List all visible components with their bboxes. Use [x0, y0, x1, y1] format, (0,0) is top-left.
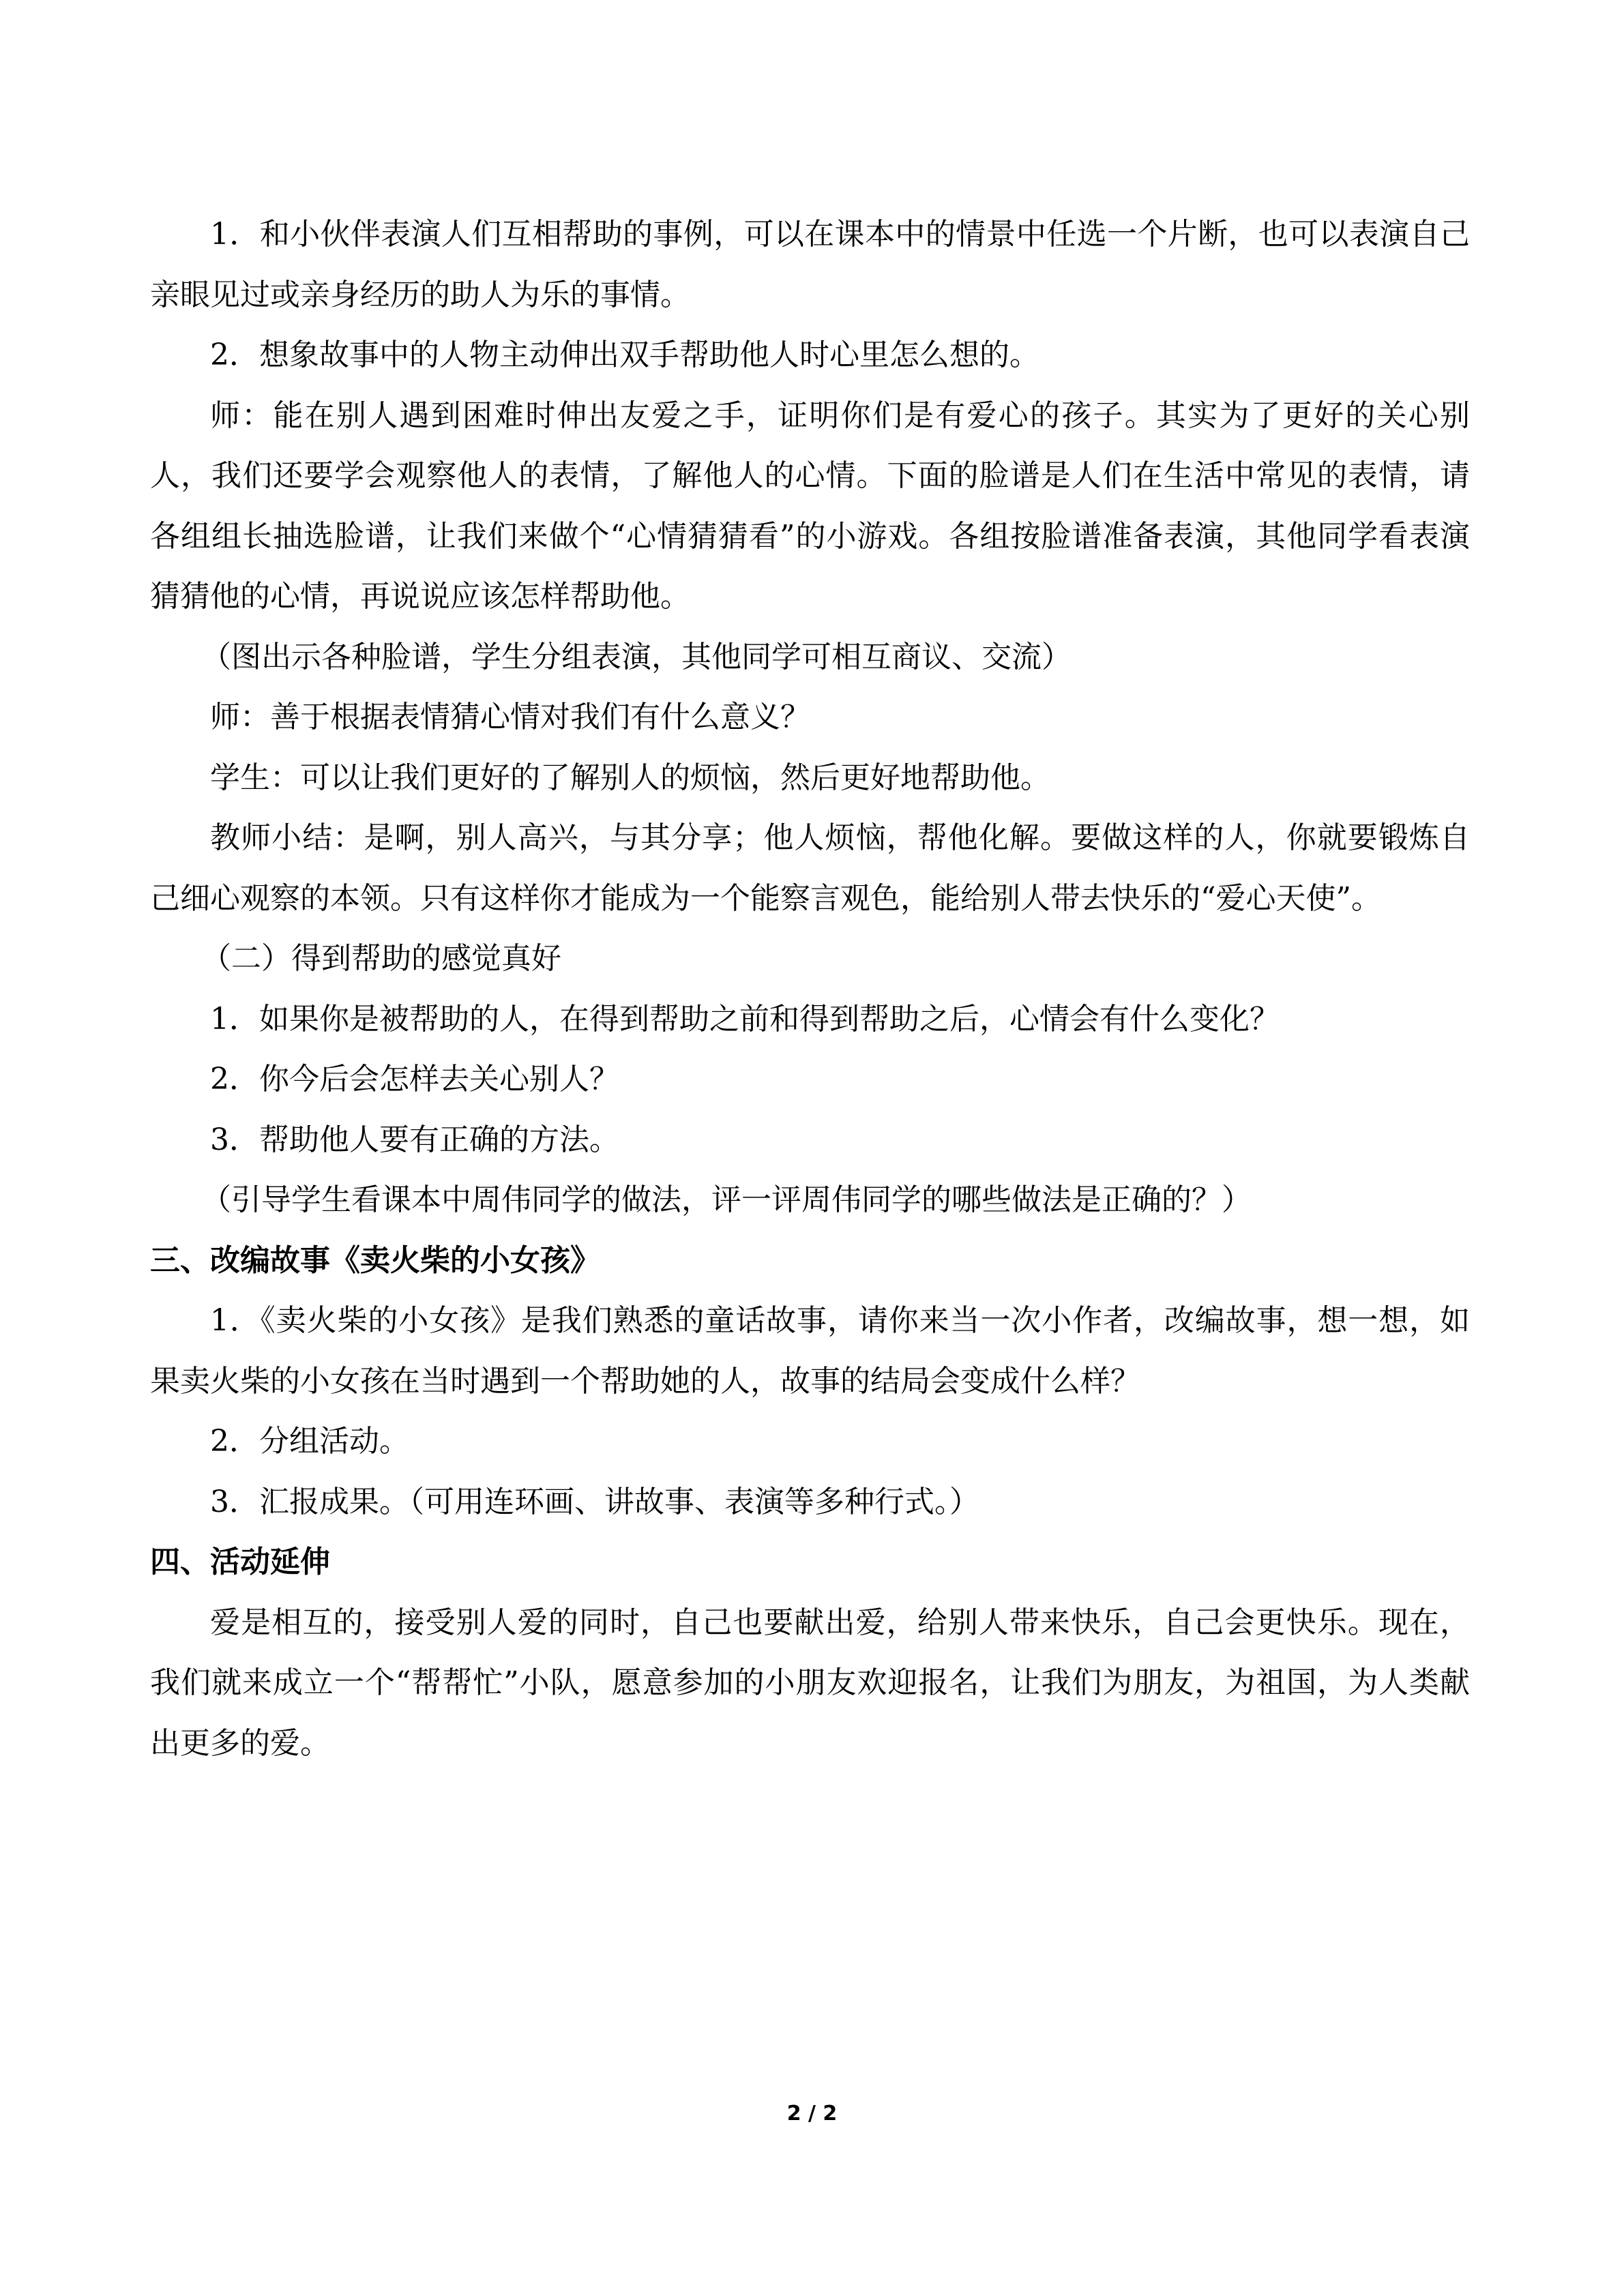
- document-body: [150, 205, 1470, 1774]
- page-number: 2 / 2: [786, 2102, 838, 2126]
- paragraph-student-answer: 学生：可以让我们更好的了解别人的烦恼，然后更好地帮助他。: [210, 760, 1050, 795]
- paragraph-extension: 爱是相互的，接受别人爱的同时，自己也要献出爱，给别人带来快乐，自己会更快乐。现在，我们就来成立一个“帮帮忙”小队，愿意参加的小朋友欢迎报名，让我们为朋友，为祖国，为人类献出更多的爱。: [150, 1605, 1470, 1761]
- paragraph-mood-change: 1．如果你是被帮助的人，在得到帮助之前和得到帮助之后，心情会有什么变化？: [210, 1001, 1280, 1037]
- heading-section-three: 三、改编故事《卖火柴的小女孩》: [150, 1242, 600, 1278]
- heading-section-four: 四、活动延伸: [150, 1545, 330, 1579]
- paragraph-perform-examples: 1．和小伙伴表演人们互相帮助的事例，可以在课本中的情景中任选一个片断，也可以表演自己亲眼见过或亲身经历的助人为乐的事情。: [150, 217, 1470, 312]
- paragraph-teacher-faces-game: 师：能在别人遇到困难时伸出友爱之手，证明你们是有爱心的孩子。其实为了更好的关心别人，我们还要学会观察他人的表情，了解他人的心情。下面的脸谱是人们在生活中常见的表情，请各组组长抽选脸谱，让我们来做个“心情猜猜看”的小游戏。各组按脸谱准备表演，其他同学看表演猜猜他的心情，再说说应该怎样帮助他。: [150, 398, 1470, 614]
- paragraph-faces-note: （图出示各种脸谱，学生分组表演，其他同学可相互商议、交流）: [201, 639, 1072, 674]
- paragraph-teacher-question: 师：善于根据表情猜心情对我们有什么意义？: [210, 700, 810, 734]
- paragraph-right-method: 3．帮助他人要有正确的方法。: [210, 1122, 619, 1157]
- paragraph-imagine-thoughts: 2．想象故事中的人物主动伸出双手帮助他人时心里怎么想的。: [210, 338, 1039, 372]
- paragraph-teacher-summary: 教师小结：是啊，别人高兴，与其分享；他人烦恼，帮他化解。要做这样的人，你就要锻炼自己细心观察的本领。只有这样你才能成为一个能察言观色，能给别人带去快乐的“爱心天使”。: [150, 820, 1470, 916]
- paragraph-group-activity: 2．分组活动。: [210, 1424, 409, 1459]
- paragraph-rewrite-story: 1．《卖火柴的小女孩》是我们熟悉的童话故事，请你来当一次小作者，改编故事，想一想，如果卖火柴的小女孩在当时遇到一个帮助她的人，故事的结局会变成什么样？: [150, 1303, 1470, 1399]
- paragraph-report-results: 3．汇报成果。（可用连环画、讲故事、表演等多种行式。）: [210, 1484, 979, 1519]
- subheading-being-helped: （二）得到帮助的感觉真好: [201, 941, 561, 976]
- paragraph-care-others: 2．你今后会怎样去关心别人？: [210, 1062, 619, 1097]
- paragraph-zhouwei-note: （引导学生看课本中周伟同学的做法，评一评周伟同学的哪些做法是正确的？）: [201, 1182, 1252, 1217]
